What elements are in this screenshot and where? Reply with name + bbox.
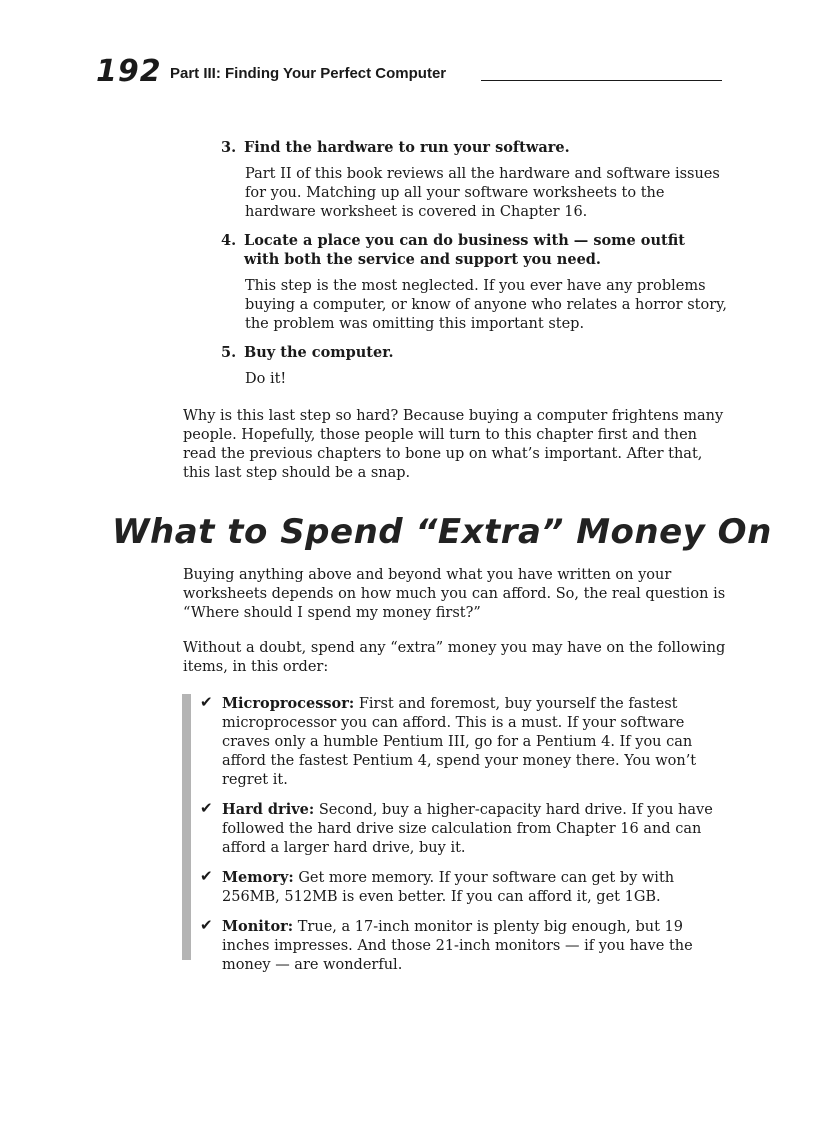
bullet-text: Get more memory. If your software can get by with 256MB, 512MB is even better. If you can afford it, get 1GB. xyxy=(222,870,675,905)
bullet-term: Monitor: xyxy=(222,918,294,935)
bullet-text: First and foremost, buy yourself the fastest microprocessor you can afford. This is a must. If your software craves only a humble Pentium III, go for a Pentium 4. If you can afford the fastest Pentium 4, spend your money there. You won’t regret it. xyxy=(222,696,697,788)
step-title-text: Buy the computer. xyxy=(244,344,394,361)
spending-priority-list xyxy=(200,694,730,985)
page-header xyxy=(96,54,722,94)
step-title-text: Find the hardware to run your software. xyxy=(244,139,570,156)
list-item xyxy=(200,868,730,907)
step-number: 4. xyxy=(221,232,237,249)
page-number: 192 xyxy=(96,54,162,89)
bullet-term: Memory: xyxy=(222,869,294,886)
bullet-term: Hard drive: xyxy=(222,801,315,818)
list-item xyxy=(200,694,730,790)
header-rule xyxy=(481,80,722,81)
step-title-text: Locate a place you can do business with — some outfit with both the service and support you need. xyxy=(244,232,685,268)
bullet-term: Microprocessor: xyxy=(222,695,355,712)
check-mark-icon: ✔ xyxy=(200,867,213,885)
bullet-text: Second, buy a higher-capacity hard drive. If you have followed the hard drive size calculation from Chapter 16 and can afford a larger hard drive, buy it. xyxy=(222,802,713,856)
section-intro-2: Without a doubt, spend any “extra” money you may have on the following items, in this order: xyxy=(183,640,726,675)
bullet-text: True, a 17-inch monitor is plenty big enough, but 19 inches impresses. And those 21-inch monitors — if you have the money — are wonderful. xyxy=(222,919,693,973)
step-title xyxy=(221,343,731,362)
step-title xyxy=(221,138,731,157)
step-description: Part II of this book reviews all the hardware and software issues for you. Matching up all your software worksheets to the hardware worksheet is covered in Chapter 16. xyxy=(245,166,720,220)
running-head: Part III: Finding Your Perfect Computer xyxy=(170,65,447,82)
step-description: Do it! xyxy=(245,371,287,387)
step-description: This step is the most neglected. If you ever have any problems buying a computer, or know of anyone who relates a horror story, the problem was omitting this important step. xyxy=(245,278,728,332)
bullet-list-bar xyxy=(182,694,191,960)
list-item xyxy=(200,800,730,858)
list-item xyxy=(200,917,730,975)
step-number: 5. xyxy=(221,344,237,361)
check-mark-icon: ✔ xyxy=(200,799,213,817)
check-mark-icon: ✔ xyxy=(200,916,213,934)
step-5 xyxy=(221,343,731,389)
closing-paragraph: Why is this last step so hard? Because buying a computer frightens many people. Hopefully, those people will turn to this chapter first and then read the previous chapters to bone up on what’s important. After that, this last step should be a snap. xyxy=(183,408,724,481)
section-intro-1: Buying anything above and beyond what you have written on your worksheets depends on how much you can afford. So, the real question is “Where should I spend my money first?” xyxy=(183,567,726,621)
check-mark-icon: ✔ xyxy=(200,693,213,711)
step-4 xyxy=(221,231,731,334)
step-number: 3. xyxy=(221,139,237,156)
step-title xyxy=(221,231,731,269)
step-3 xyxy=(221,138,731,222)
section-title: What to Spend “Extra” Money On xyxy=(112,512,772,552)
